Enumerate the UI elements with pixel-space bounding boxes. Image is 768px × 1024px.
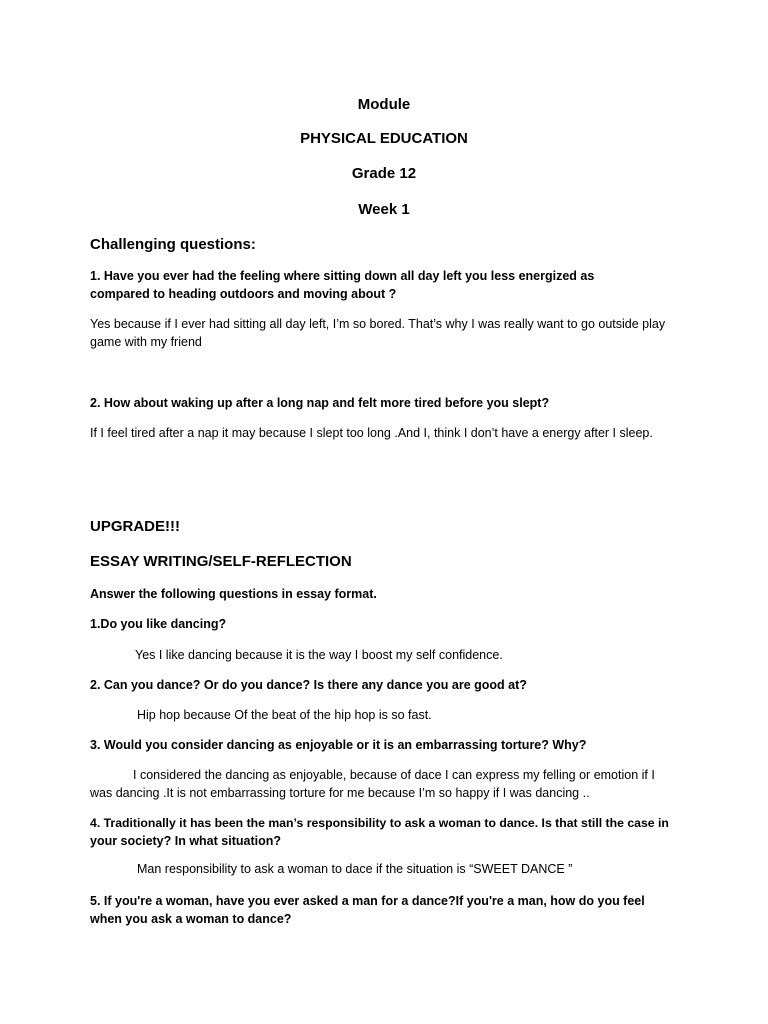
week-heading: Week 1 <box>358 201 410 218</box>
grade-heading: Grade 12 <box>351 165 417 182</box>
essay-question-4-line-2: your society? In what situation? <box>90 834 281 848</box>
essay-question-4-line-1: 4. Traditionally it has been the man’s responsibility to ask a woman to dance. Is that still the case in <box>90 816 669 830</box>
essay-question-3: 3. Would you consider dancing as enjoyable or it is an embarrassing torture? Why? <box>90 738 587 752</box>
essay-question-5-line-1: 5. If you're a woman, have you ever asked a man for a dance?If you're a man, how do you feel <box>90 894 645 908</box>
challenge-question-2: 2. How about waking up after a long nap and felt more tired before you slept? <box>90 396 550 410</box>
essay-answer-2: Hip hop because Of the beat of the hip hop is so fast. <box>137 708 432 722</box>
essay-question-1: 1.Do you like dancing? <box>90 617 227 631</box>
essay-question-5-line-2: when you ask a woman to dance? <box>90 912 292 926</box>
essay-answer-1: Yes I like dancing because it is the way I boost my self confidence. <box>135 648 503 662</box>
essay-writing-title: ESSAY WRITING/SELF-REFLECTION <box>90 553 352 570</box>
essay-question-2: 2. Can you dance? Or do you dance? Is there any dance you are good at? <box>90 678 527 692</box>
essay-answer-3-line-2: was dancing .It is not embarrassing torture for me because I’m so happy if I was dancing .. <box>90 786 590 800</box>
essay-answer-3-line-1: I considered the dancing as enjoyable, because of dace I can express my felling or emotion if I <box>133 768 655 782</box>
challenge-question-1-line-1: 1. Have you ever had the feeling where sitting down all day left you less energized as <box>90 269 595 283</box>
essay-answer-4: Man responsibility to ask a woman to dace if the situation is “SWEET DANCE ” <box>137 862 573 876</box>
challenge-answer-2: If I feel tired after a nap it may because I slept too long .And I, think I don’t have a energy after I sleep. <box>90 426 653 440</box>
challenge-answer-1-line-1: Yes because if I ever had sitting all day left, I’m so bored. That’s why I was really want to go outside play <box>90 317 666 331</box>
challenge-question-1-line-2: compared to heading outdoors and moving about ? <box>90 287 397 301</box>
module-heading: Module <box>357 96 411 113</box>
essay-instruction: Answer the following questions in essay format. <box>90 587 377 601</box>
challenging-questions-title: Challenging questions: <box>90 236 256 253</box>
subject-heading: PHYSICAL EDUCATION <box>300 130 468 147</box>
challenge-answer-1-line-2: game with my friend <box>90 335 202 349</box>
upgrade-title: UPGRADE!!! <box>90 518 180 535</box>
